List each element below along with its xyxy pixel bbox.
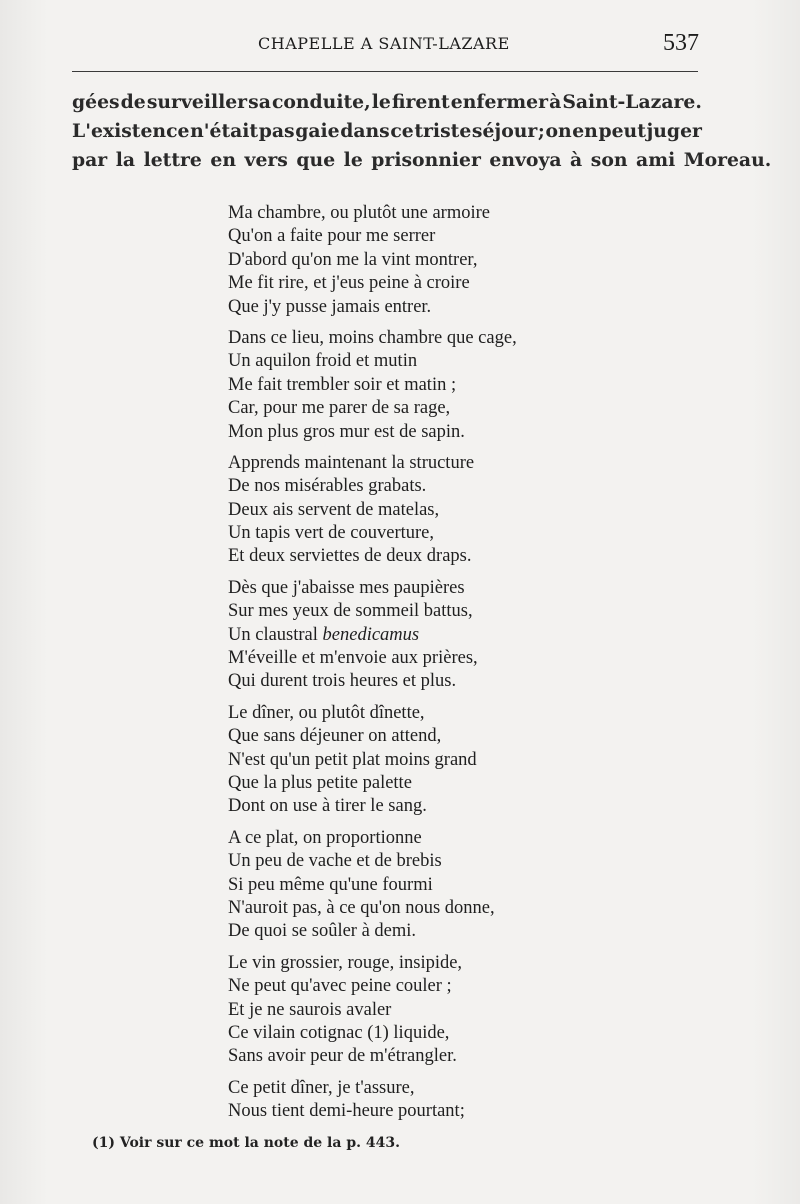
prose-word: gaie — [295, 120, 340, 142]
verse: Un aquilon froid et mutin — [228, 351, 418, 372]
prose-word: peut — [598, 120, 646, 142]
prose-word: on — [545, 120, 572, 142]
prose-line — [72, 88, 702, 117]
verse: Sur mes yeux de sommeil battus, — [228, 601, 473, 622]
latin-word: benedicamus — [322, 624, 420, 645]
verse: Car, pour me parer de sa rage, — [228, 398, 451, 419]
verse: Apprends maintenant la structure — [228, 452, 475, 473]
header-rule — [72, 71, 698, 72]
poem — [228, 202, 558, 1131]
prose-word: n'était — [190, 120, 259, 142]
prose-word: Saint-Lazare. — [562, 91, 702, 113]
stanza — [228, 452, 558, 569]
prose-word: L'existence — [72, 120, 190, 142]
prose-line: par la lettre en vers que le prisonnier envoya à son ami Moreau. — [72, 149, 772, 171]
prose-word: séjour — [471, 120, 538, 142]
stanza — [228, 952, 558, 1069]
verse: Dans ce lieu, moins chambre que cage, — [228, 327, 517, 348]
prose-word: ce — [390, 120, 414, 142]
verse: De nos misérables grabats. — [228, 476, 427, 497]
page-number: 537 — [663, 30, 699, 56]
verse: Ce petit dîner, je t'assure, — [228, 1077, 415, 1098]
prose-word: sa — [248, 91, 271, 113]
verse: Un tapis vert de couverture, — [228, 523, 434, 544]
stanza — [228, 577, 558, 694]
prose-word: de — [120, 91, 146, 113]
prose-word: conduite, — [271, 91, 371, 113]
verse: Ne peut qu'avec peine couler ; — [228, 976, 452, 997]
verse: M'éveille et m'envoie aux prières, — [228, 648, 478, 669]
verse: Que j'y pusse jamais entrer. — [228, 296, 432, 317]
prose-paragraph — [72, 88, 772, 175]
prose-word: enfermer — [450, 91, 549, 113]
prose-word: en — [572, 120, 598, 142]
verse: Nous tient demi-heure pourtant; — [228, 1101, 465, 1122]
verse-text: Un claustral — [228, 624, 318, 645]
stanza — [228, 202, 558, 319]
verse: Me fait trembler soir et matin ; — [228, 374, 457, 395]
verse: De quoi se soûler à demi. — [228, 921, 417, 942]
verse: Dès que j'abaisse mes paupières — [228, 577, 465, 598]
prose-word: le — [371, 91, 391, 113]
verse: N'auroit pas, à ce qu'on nous donne, — [228, 897, 495, 918]
verse: A ce plat, on proportionne — [228, 827, 422, 848]
prose-word: gées — [72, 91, 120, 113]
prose-word: à — [549, 91, 562, 113]
stanza — [228, 827, 558, 944]
prose-word: juger — [646, 120, 702, 142]
verse: Et je ne saurois avaler — [228, 999, 392, 1020]
verse: N'est qu'un petit plat moins grand — [228, 749, 477, 770]
verse: Que sans déjeuner on attend, — [228, 726, 442, 747]
verse: Deux ais servent de matelas, — [228, 499, 440, 520]
verse: Ce vilain cotignac (1) liquide, — [228, 1022, 450, 1043]
verse: Le dîner, ou plutôt dînette, — [228, 702, 425, 723]
verse: Dont on use à tirer le sang. — [228, 796, 427, 817]
verse: Me fit rire, et j'eus peine à croire — [228, 273, 470, 294]
prose-word: ; — [537, 120, 545, 142]
prose-line — [72, 117, 702, 146]
verse: Et deux serviettes de deux draps. — [228, 546, 472, 567]
prose-word: dans — [340, 120, 390, 142]
verse: Ma chambre, ou plutôt une armoire — [228, 203, 490, 223]
verse: Sans avoir peur de m'étrangler. — [228, 1046, 457, 1067]
footnote: (1) Voir sur ce mot la note de la p. 443. — [92, 1135, 400, 1151]
prose-word: surveiller — [146, 91, 248, 113]
verse: D'abord qu'on me la vint montrer, — [228, 249, 478, 270]
verse: Si peu même qu'une fourmi — [228, 874, 433, 895]
stanza — [228, 702, 558, 819]
verse: Mon plus gros mur est de sapin. — [228, 421, 465, 442]
verse: Un peu de vache et de brebis — [228, 851, 442, 872]
prose-word: firent — [391, 91, 450, 113]
stanza — [228, 1077, 558, 1124]
prose-word: triste — [414, 120, 472, 142]
verse: Que la plus petite palette — [228, 772, 412, 793]
verse — [228, 624, 558, 647]
stanza — [228, 327, 558, 444]
verse: Qui durent trois heures et plus. — [228, 671, 457, 692]
prose-word: pas — [258, 120, 295, 142]
running-head — [0, 30, 800, 60]
verse: Le vin grossier, rouge, insipide, — [228, 952, 463, 973]
verse: Qu'on a faite pour me serrer — [228, 226, 436, 247]
running-title: CHAPELLE A SAINT-LAZARE — [258, 34, 510, 53]
